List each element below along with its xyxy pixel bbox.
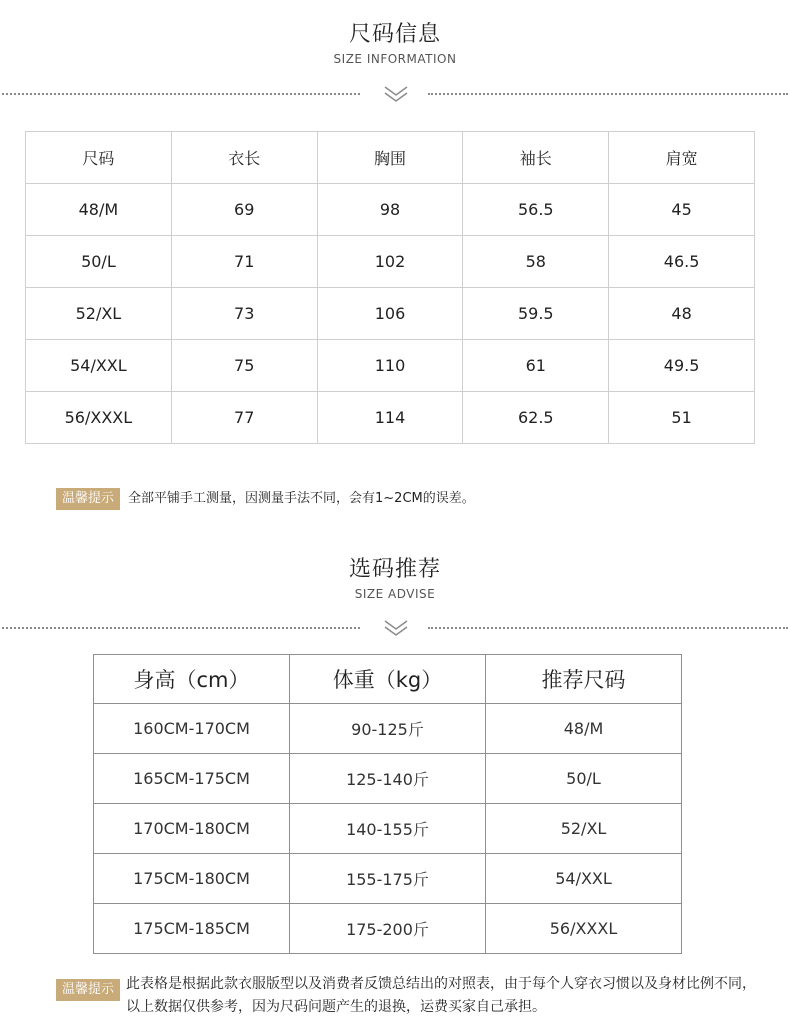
table-cell: 52/XL <box>486 804 682 854</box>
dotted-line-left <box>2 93 360 95</box>
table-cell: 140-155斤 <box>290 804 486 854</box>
table-cell: 52/XL <box>26 288 172 340</box>
table-cell: 170CM-180CM <box>94 804 290 854</box>
header-cell: 尺码 <box>26 132 172 184</box>
table-cell: 56/XXXL <box>26 392 172 444</box>
table-cell: 175CM-180CM <box>94 854 290 904</box>
table-row <box>26 392 755 444</box>
table-cell: 49.5 <box>609 340 755 392</box>
table-cell: 106 <box>317 288 463 340</box>
table-cell: 54/XXL <box>26 340 172 392</box>
table-cell: 155-175斤 <box>290 854 486 904</box>
table-row <box>26 288 755 340</box>
table-row <box>94 704 682 754</box>
dotted-line-left <box>2 627 360 629</box>
size-advise-table <box>93 654 682 954</box>
header-cell: 身高（cm） <box>94 655 290 704</box>
table-cell: 59.5 <box>463 288 609 340</box>
table-cell: 114 <box>317 392 463 444</box>
header-cell: 体重（kg） <box>290 655 486 704</box>
table-cell: 77 <box>171 392 317 444</box>
table-cell: 54/XXL <box>486 854 682 904</box>
table-cell: 175-200斤 <box>290 904 486 954</box>
header-cell: 胸围 <box>317 132 463 184</box>
table-cell: 71 <box>171 236 317 288</box>
table-cell: 48/M <box>26 184 172 236</box>
table-cell: 175CM-185CM <box>94 904 290 954</box>
table-cell: 56.5 <box>463 184 609 236</box>
size-info-tip <box>56 488 756 510</box>
header-cell: 肩宽 <box>609 132 755 184</box>
table-cell: 90-125斤 <box>290 704 486 754</box>
table-row <box>94 904 682 954</box>
header-cell: 袖长 <box>463 132 609 184</box>
tip-badge: 温馨提示 <box>56 488 120 510</box>
table-cell: 48 <box>609 288 755 340</box>
table-cell: 102 <box>317 236 463 288</box>
table-cell: 62.5 <box>463 392 609 444</box>
section-divider <box>0 618 790 638</box>
table-row <box>26 340 755 392</box>
table-cell: 45 <box>609 184 755 236</box>
table-cell: 50/L <box>486 754 682 804</box>
size-info-title: 尺码信息 <box>348 22 441 47</box>
dotted-line-right <box>428 627 788 629</box>
size-advise-title: 选码推荐 <box>348 557 441 582</box>
double-chevron-down-icon <box>382 84 410 104</box>
table-row <box>94 854 682 904</box>
size-info-subtitle: SIZE INFORMATION <box>333 52 457 66</box>
table-cell: 51 <box>609 392 755 444</box>
table-cell: 50/L <box>26 236 172 288</box>
tip-text: 此表格是根据此款衣服版型以及消费者反馈总结出的对照表，由于每个人穿衣习惯以及身材比例不同，以上数据仅供参考，因为尺码问题产生的退换，运费买家自己承担。 <box>126 976 757 1015</box>
table-row <box>94 754 682 804</box>
tip-text: 全部平铺手工测量，因测量手法不同，会有1~2CM的误差。 <box>128 491 475 506</box>
tip-badge: 温馨提示 <box>56 979 120 1001</box>
table-cell: 48/M <box>486 704 682 754</box>
table-cell: 69 <box>171 184 317 236</box>
table-cell: 58 <box>463 236 609 288</box>
table-cell: 46.5 <box>609 236 755 288</box>
table-cell: 56/XXXL <box>486 904 682 954</box>
table-cell: 75 <box>171 340 317 392</box>
table-cell: 98 <box>317 184 463 236</box>
size-info-table <box>25 131 755 444</box>
table-cell: 125-140斤 <box>290 754 486 804</box>
section-divider <box>0 84 790 104</box>
table-header-row <box>26 132 755 184</box>
table-cell: 165CM-175CM <box>94 754 290 804</box>
table-row <box>94 804 682 854</box>
dotted-line-right <box>428 93 788 95</box>
double-chevron-down-icon <box>382 618 410 638</box>
table-cell: 160CM-170CM <box>94 704 290 754</box>
size-info-header <box>0 21 790 67</box>
table-cell: 73 <box>171 288 317 340</box>
table-cell: 110 <box>317 340 463 392</box>
header-cell: 衣长 <box>171 132 317 184</box>
table-row <box>26 184 755 236</box>
table-header-row <box>94 655 682 704</box>
size-advise-header <box>0 556 790 602</box>
size-advise-subtitle: SIZE ADVISE <box>354 587 436 601</box>
size-advise-tip <box>56 973 761 1019</box>
header-cell: 推荐尺码 <box>486 655 682 704</box>
table-cell: 61 <box>463 340 609 392</box>
table-row <box>26 236 755 288</box>
